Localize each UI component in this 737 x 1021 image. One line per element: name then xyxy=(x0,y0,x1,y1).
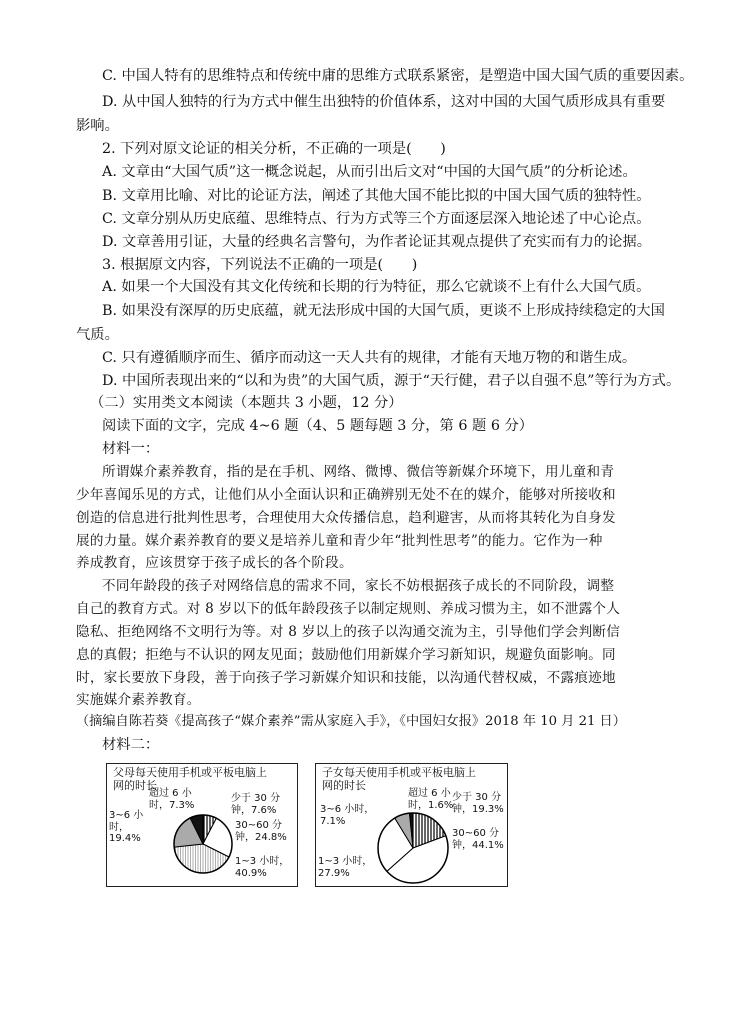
q3-option-b-cont: 气质。 xyxy=(76,327,119,343)
material1-paragraph1-line1: 所谓媒介素养教育，指的是在手机、网络、微博、微信等新媒介环境下，用儿童和青 xyxy=(102,464,615,480)
q3-option-c: C. 只有遵循顺序而生、循序而动这一天人共有的规律，才能有天地万物的和谐生成。 xyxy=(102,350,637,366)
children-label-30to60: 30~60 分 钟，44.1% xyxy=(452,828,504,851)
section-heading: （二）实用类文本阅读（本题共 3 小题，12 分） xyxy=(90,395,403,411)
q3-option-b: B. 如果没有深厚的历史底蕴，就无法形成中国的大国气质，更谈不上形成持续稳定的大国 xyxy=(102,303,665,319)
parents-label-30to60: 30~60 分 钟，24.8% xyxy=(235,820,287,843)
material1-paragraph1-line3: 创造的信息进行批判性思考，合理使用大众传播信息，趋利避害，从而将其转化为自身发 xyxy=(76,510,616,526)
section-instruction: 阅读下面的文字，完成 4~6 题（4、5 题每题 3 分，第 6 题 6 分） xyxy=(102,418,534,434)
parents-chart-title: 父母每天使用手机或平板电脑上 网的时长 xyxy=(113,766,267,792)
q2-option-b: B. 文章用比喻、对比的论证方法，阐述了其他大国不能比拟的中国大国气质的独特性。 xyxy=(102,188,651,204)
parents-label-under30: 少于 30 分 钟，7.6% xyxy=(231,793,281,816)
q2-option-c: C. 文章分别从历史底蕴、思维特点、行为方式等三个方面逐层深入地论述了中心论点。 xyxy=(102,211,651,227)
q2-option-d: D. 文章善用引证，大量的经典名言警句，为作者论证其观点提供了充实而有力的论据。 xyxy=(102,234,652,250)
material1-paragraph1-line5: 养成教育，应该贯穿于孩子成长的各个阶段。 xyxy=(76,555,353,571)
material1-paragraph2-line6: 实施媒介素养教育。 xyxy=(76,692,201,708)
children-label-3to6h: 3~6 小时， 7.1% xyxy=(320,804,375,827)
children-label-1to3h: 1~3 小时， 27.9% xyxy=(318,856,373,879)
q3-option-d: D. 中国所表现出来的“以和为贵”的大国气质，源于“天行健，君子以自强不息”等行为方式。 xyxy=(102,373,681,389)
material1-paragraph1-line4: 展的力量。媒介素养教育的要义是培养儿童和青少年“批判性思考”的能力。它作为一种 xyxy=(76,533,603,549)
q2-option-a: A. 文章由“大国气质”这一概念说起，从而引出后文对“中国的大国气质”的分析论述。 xyxy=(102,164,637,180)
material1-paragraph2-line4: 息的真假；拒绝与不认识的网友见面；鼓励他们用新媒介学习新知识，规避负面影响。同 xyxy=(76,647,616,663)
parents-pie-chart xyxy=(106,763,298,887)
q1-option-d-cont: 影响。 xyxy=(76,118,119,134)
q1-option-c: C. 中国人特有的思维特点和传统中庸的思维方式联系紧密，是塑造中国大国气质的重要因素。 xyxy=(102,68,694,84)
material1-source: （摘编自陈若葵《提高孩子“媒介素养”需从家庭入手》，《中国妇女报》2018 年 10 月 21 日） xyxy=(76,714,626,729)
q1-option-d: D. 从中国人独特的行为方式中催生出独特的价值体系，这对中国的大国气质形成具有重要 xyxy=(102,94,666,110)
children-label-under30: 少于 30 分 钟，19.3% xyxy=(452,792,504,815)
parents-label-3to6h: 3~6 小 时， 19.4% xyxy=(109,810,144,844)
children-chart-title: 子女每天使用手机或平板电脑上 网的时长 xyxy=(322,766,476,792)
material1-paragraph2-line1: 不同年龄段的孩子对网络信息的需求不同，家长不妨根据孩子成长的不同阶段，调整 xyxy=(102,578,615,594)
material1-paragraph1-line2: 少年喜闻乐见的方式，让他们从小全面认识和正确辨别无处不在的媒介，能够对所接收和 xyxy=(76,487,616,503)
material1-label: 材料一： xyxy=(102,441,160,457)
material2-label: 材料二： xyxy=(102,737,160,753)
material1-paragraph2-line2: 自己的教育方式。对 8 岁以下的低年龄段孩子以制定规则、养成习惯为主，如不泄露个人 xyxy=(76,601,621,617)
parents-label-over6h: 超过 6 小 时，7.3% xyxy=(149,788,195,811)
q3-stem: 3. 根据原文内容，下列说法不正确的一项是( ) xyxy=(102,257,418,273)
children-pie-chart xyxy=(315,763,508,887)
q3-option-a: A. 如果一个大国没有其文化传统和长期的行为特征，那么它就谈不上有什么大国气质。 xyxy=(102,279,651,295)
q2-stem: 2. 下列对原文论证的相关分析，不正确的一项是( ) xyxy=(102,141,446,157)
parents-label-1to3h: 1~3 小时， 40.9% xyxy=(235,856,290,879)
material1-paragraph2-line5: 时，家长要放下身段，善于向孩子学习新媒介知识和技能，以沟通代替权威，不露痕迹地 xyxy=(76,670,616,686)
material1-paragraph2-line3: 隐私、拒绝网络不文明行为等。对 8 岁以上的孩子以沟通交流为主，引导他们学会判断信 xyxy=(76,624,621,640)
children-label-over6h: 超过 6 小 时，1.6% xyxy=(408,788,454,811)
